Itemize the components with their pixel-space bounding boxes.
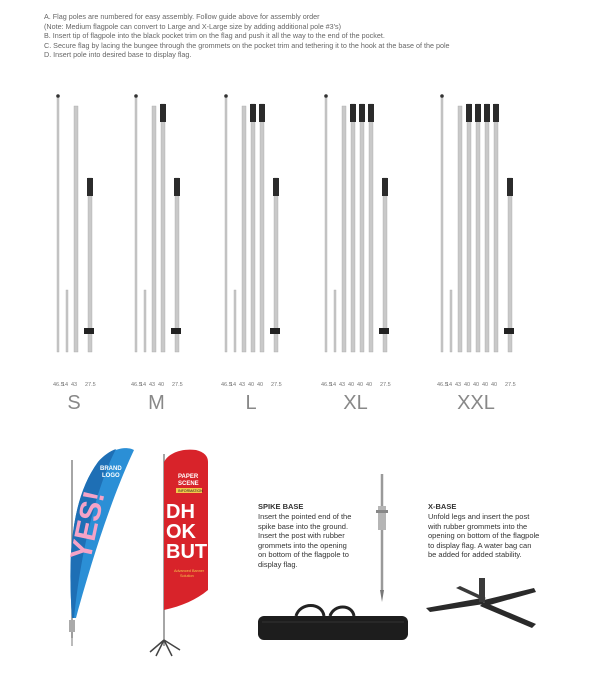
pole-cap [466, 104, 472, 122]
pole-length-label: 40 [366, 382, 373, 388]
pole-section [450, 290, 452, 352]
flag2-scene: SCENE [178, 481, 199, 487]
pole-section [161, 104, 165, 352]
pole-length-label: 14 [140, 382, 147, 388]
pole-length-label: 46.5 [53, 382, 64, 388]
pole-length-label: 40 [482, 382, 489, 388]
pole-section [152, 106, 156, 352]
pole-length-label: 40 [491, 382, 498, 388]
pole-length-label: 27.5 [172, 382, 183, 388]
pole-length-label: 27.5 [505, 382, 516, 388]
instruction-b: B. Insert tip of flagpole into the black pocket trim on the flag and push it all the way to the end of the pocket. [44, 31, 385, 41]
pole-length-label: 40 [473, 382, 480, 388]
pole-cap [475, 104, 481, 122]
xbase-line: to display flag. A water bag can [428, 540, 532, 550]
kit-size-label: M [148, 392, 165, 414]
spike-line: Insert the post with rubber [258, 531, 345, 541]
pole-length-label: 46.5 [221, 382, 232, 388]
pole-cap [484, 104, 490, 122]
pole-kits [0, 80, 600, 420]
pole-hook [504, 328, 514, 334]
pole-section [325, 96, 327, 352]
assembly-instructions [44, 12, 564, 60]
teardrop-flag [65, 448, 134, 646]
pole-length-label: 27.5 [85, 382, 96, 388]
pole-section [441, 96, 443, 352]
pole-section [251, 104, 255, 352]
carry-bag-illustration [258, 606, 408, 641]
pole-section [508, 178, 512, 352]
pole-cap [359, 104, 365, 122]
pole-section [260, 104, 264, 352]
kit-size-label: S [67, 392, 81, 414]
pole-length-label: 27.5 [380, 382, 391, 388]
pole-section [360, 104, 364, 352]
feather-flag [150, 450, 208, 656]
pole-section [476, 104, 480, 352]
pole-length-label: 40 [158, 382, 165, 388]
instruction-note: (Note: Medium flagpole can convert to Large and X-Large size by adding additional pole #3's) [44, 21, 342, 31]
pole-section [175, 178, 179, 352]
pole-length-label: 43 [239, 382, 246, 388]
xbase-line: be added for added stability. [428, 550, 522, 560]
spike-line: Insert the pointed end of the [258, 512, 352, 521]
pole-section [383, 178, 387, 352]
pole-cap [368, 104, 374, 122]
flag2-big2: OK [166, 521, 196, 543]
pole-section [88, 178, 92, 352]
flag2-foot2: Solution [180, 574, 194, 578]
pole-length-label: 40 [464, 382, 471, 388]
pole-length-label: 14 [446, 382, 453, 388]
pole-length-label: 40 [257, 382, 264, 388]
pole-cap [350, 104, 356, 122]
x-base-description [428, 512, 539, 560]
pole-section [467, 104, 471, 352]
pole-section [57, 96, 59, 352]
spike-base-description [258, 512, 351, 570]
pole-length-label: 46.5 [437, 382, 448, 388]
pole-section [342, 106, 346, 352]
pole-section [494, 104, 498, 352]
flag2-big1: DH [166, 501, 195, 523]
pole-tip [134, 94, 138, 98]
flag2-tag: INFORMATION [178, 489, 203, 493]
pole-length-label: 46.5 [131, 382, 142, 388]
flag1-brand: BRAND [100, 466, 122, 472]
pole-cap [160, 104, 166, 122]
flag2-big3: BUT [166, 541, 208, 563]
pole-section [135, 96, 137, 352]
pole-tip [224, 94, 228, 98]
instruction-c: C. Secure flag by lacing the bungee through the grommets on the pocket trim and tethering it to the hook at the base of the pole [44, 40, 450, 50]
pole-length-label: 43 [71, 382, 78, 388]
pole-hook [270, 328, 280, 334]
pole-cap [174, 178, 180, 196]
pole-cap [273, 178, 279, 196]
pole-length-label: 43 [149, 382, 156, 388]
kit-size-label: XXL [457, 392, 495, 414]
pole-length-label: 14 [230, 382, 237, 388]
pole-length-label: 40 [248, 382, 255, 388]
pole-section [485, 104, 489, 352]
pole-section [144, 290, 146, 352]
pole-cap [250, 104, 256, 122]
pole-section [74, 106, 78, 352]
spike-base-title: SPIKE BASE [258, 502, 304, 511]
x-base-illustration [426, 578, 536, 628]
pole-cap [507, 178, 513, 196]
xbase-line: Unfold legs and insert the post [428, 512, 530, 521]
flag1-logo: LOGO [102, 473, 120, 479]
pole-section [351, 104, 355, 352]
spike-line: grommets into the opening [258, 540, 347, 550]
pole-section [242, 106, 246, 352]
pole-length-label: 14 [330, 382, 337, 388]
pole-section [458, 106, 462, 352]
pole-length-label: 40 [348, 382, 355, 388]
pole-cap [87, 178, 93, 196]
pole-hook [379, 328, 389, 334]
instruction-a: A. Flag poles are numbered for easy assembly. Follow guide above for assembly order [44, 12, 320, 21]
pole-section [334, 290, 336, 352]
pole-section [274, 178, 278, 352]
kit-size-label: XL [343, 392, 368, 414]
spike-line: on bottom of the flagpole to [258, 550, 349, 560]
xbase-line: opening on bottom of the flagpole [428, 531, 540, 541]
flag1-big-text: YES! [64, 488, 112, 564]
pole-length-label: 27.5 [271, 382, 282, 388]
pole-length-label: 40 [357, 382, 364, 388]
flag-and-bases-section [0, 440, 600, 678]
pole-section [225, 96, 227, 352]
kit-size-label: L [245, 392, 257, 414]
pole-section [234, 290, 236, 352]
pole-cap [493, 104, 499, 122]
spike-line: spike base into the ground. [258, 521, 349, 531]
xbase-line: with rubber grommets into the [428, 521, 528, 531]
pole-hook [84, 328, 94, 334]
pole-hook [171, 328, 181, 334]
flag2-paper: PAPER [178, 474, 199, 480]
pole-length-label: 46.5 [321, 382, 332, 388]
spike-line: display flag. [258, 559, 298, 569]
pole-length-label: 43 [455, 382, 462, 388]
pole-section [369, 104, 373, 352]
pole-section [66, 290, 68, 352]
pole-cap [259, 104, 265, 122]
pole-cap [382, 178, 388, 196]
pole-tip [324, 94, 328, 98]
spike-base-illustration [376, 474, 388, 602]
pole-length-label: 43 [339, 382, 346, 388]
pole-length-label: 14 [62, 382, 69, 388]
pole-tip [440, 94, 444, 98]
flag2-foot1: Advanced Banner [174, 569, 205, 573]
pole-illustration [0, 80, 600, 420]
instruction-d: D. Insert pole into desired base to display flag. [44, 50, 192, 60]
pole-tip [56, 94, 60, 98]
x-base-title: X-BASE [428, 502, 457, 511]
